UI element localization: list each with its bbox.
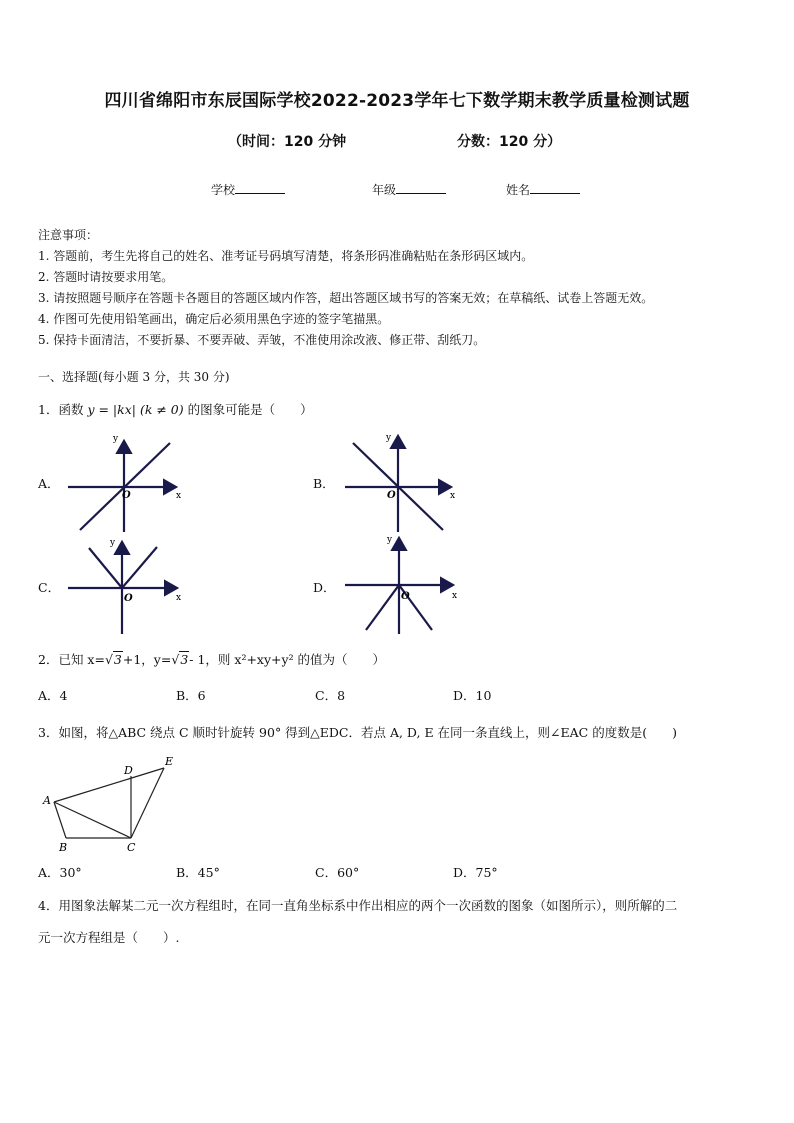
- graph-d-y-label: y: [387, 535, 393, 545]
- point-b-label: B: [59, 841, 68, 854]
- q1-option-c-label: C．: [38, 580, 61, 595]
- q2-sqrt-1: 3: [113, 652, 122, 667]
- q3-option-b: B．45°: [176, 865, 220, 880]
- q2-option-b: B．6: [176, 688, 206, 703]
- q1-option-d-label: D．: [313, 580, 336, 595]
- graph-a-origin: O: [122, 490, 131, 501]
- page-title: 四川省绵阳市东辰国际学校2022-2023学年七下数学期末教学质量检测试题: [104, 91, 690, 111]
- q2-text-a: 2．已知 x=: [38, 652, 105, 667]
- note-item: 3. 请按照题号顺序在答题卡各题目的答题区域内作答，超出答题区域书写的答案无效；在草稿纸、试卷上答题无效。: [38, 291, 654, 305]
- note-item: 2. 答题时请按要求用笔。: [38, 270, 174, 284]
- exam-score: 分数：120 分）: [457, 134, 562, 150]
- graph-d-x-label: x: [452, 591, 458, 601]
- point-a-label: A: [43, 794, 51, 807]
- q3-option-a: A．30°: [38, 865, 82, 880]
- graph-b-origin: O: [387, 490, 396, 501]
- graph-b-y-label: y: [386, 433, 392, 443]
- graph-d: [345, 538, 453, 634]
- q2-option-d: D．10: [453, 688, 492, 703]
- q1-suffix: 的图象可能是（ ）: [187, 402, 313, 417]
- question-4-line2: 元一次方程组是（ ）.: [38, 930, 180, 945]
- graph-c: [68, 542, 177, 634]
- graph-b: [345, 436, 451, 532]
- graph-d-origin: O: [401, 591, 410, 602]
- q2-sqrt-2: 3: [180, 652, 189, 667]
- grade-label: 年级: [372, 183, 397, 197]
- graph-c-y-label: y: [110, 538, 116, 548]
- exam-time: （时间：120 分钟: [228, 134, 347, 150]
- graph-b-x-label: x: [450, 491, 456, 501]
- segment-e-c: [131, 768, 164, 838]
- q3-triangle-figure: [54, 768, 164, 838]
- graph-c-x-label: x: [176, 593, 182, 603]
- graph-a-x-label: x: [176, 491, 182, 501]
- note-item: 5. 保持卡面清洁，不要折暴、不要弄破、弄皱，不准使用涂改液、修正带、刮纸刀。: [38, 333, 486, 347]
- q1-option-a-label: A．: [38, 476, 60, 491]
- q2-option-c: C．8: [315, 688, 346, 703]
- question-2: 2．已知 x=√3+1，y=√3- 1，则 x²+xy+y² 的值为（ ）: [38, 652, 386, 667]
- point-e-label: E: [165, 755, 174, 768]
- school-label: 学校: [211, 183, 236, 197]
- graph-a-y-label: y: [113, 434, 119, 444]
- graph-a: [68, 441, 176, 532]
- q1-option-b-label: B．: [313, 476, 335, 491]
- point-d-label: D: [124, 764, 133, 777]
- graph-c-origin: O: [124, 593, 133, 604]
- segment-a-e: [54, 768, 164, 802]
- q2-text-c: - 1，则 x²+xy+y² 的值为（ ）: [189, 652, 386, 667]
- q3-option-d: D．75°: [453, 865, 498, 880]
- notes-heading: 注意事项：: [38, 228, 99, 242]
- note-item: 1. 答题前，考生先将自己的姓名、准考证号码填写清楚，将条形码准确粘贴在条形码区域内。: [38, 249, 534, 263]
- q3-option-c: C．60°: [315, 865, 360, 880]
- segment-a-c: [54, 802, 131, 838]
- q1-prefix: 1．函数: [38, 402, 84, 417]
- q2-text-b: +1，y=: [122, 652, 172, 667]
- q1-formula: y = |kx| (k ≠ 0): [87, 402, 184, 417]
- question-3: 3．如图，将△ABC 绕点 C 顺时针旋转 90° 得到△EDC．若点 A, D, E 在同一条直线上，则∠EAC 的度数是( ): [38, 725, 677, 740]
- q2-option-a: A．4: [38, 688, 68, 703]
- section-heading: 一、选择题(每小题 3 分，共 30 分): [38, 370, 230, 384]
- note-item: 4. 作图可先使用铅笔画出，确定后必须用黑色字迹的签字笔描黑。: [38, 312, 390, 326]
- point-c-label: C: [127, 841, 136, 854]
- name-label: 姓名: [506, 183, 531, 197]
- question-4-line1: 4．用图象法解某二元一次方程组时，在同一直角坐标系中作出相应的两个一次函数的图象（如图所示），则所解的二: [38, 898, 678, 913]
